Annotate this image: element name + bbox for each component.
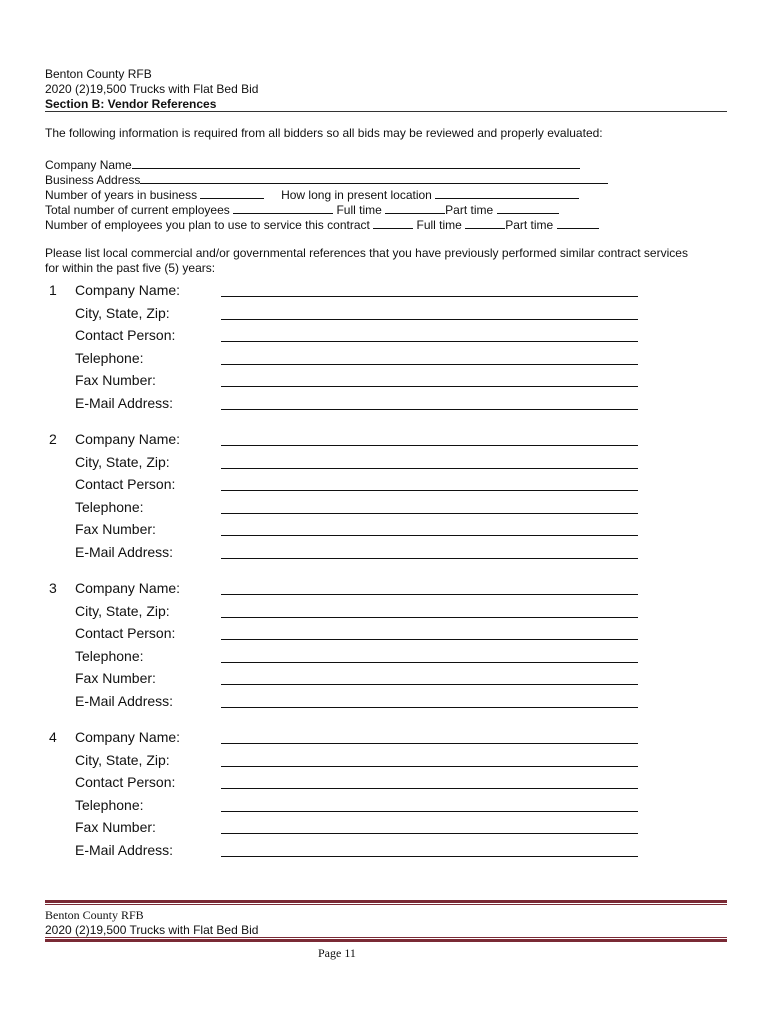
reference-field-input[interactable]: [221, 639, 638, 640]
reference-field-label: Telephone:: [75, 648, 144, 664]
reference-field-label: Contact Person:: [75, 476, 176, 492]
company-name-field[interactable]: [132, 157, 580, 169]
total-employees-label: Total number of current employees: [45, 203, 230, 217]
footer-bid-title: 2020 (2)19,500 Trucks with Flat Bed Bid: [45, 923, 259, 937]
years-row: [45, 187, 579, 203]
references-instruction: Please list local commercial and/or governmental references that you have previously performed similar contract services for within the past five (5) years:: [45, 246, 688, 275]
full-time-field[interactable]: [385, 202, 445, 214]
reference-field-label: Contact Person:: [75, 625, 176, 641]
reference-field-label: Company Name:: [75, 431, 181, 447]
reference-field-input[interactable]: [221, 684, 638, 685]
service-part-time-label: Part time: [505, 218, 554, 232]
reference-field-label: City, State, Zip:: [75, 603, 170, 619]
service-employees-field[interactable]: [373, 217, 413, 229]
company-name-row: [45, 157, 580, 173]
header-county: Benton County RFB: [45, 67, 152, 81]
reference-field-label: Fax Number:: [75, 372, 156, 388]
business-address-field[interactable]: [140, 172, 608, 184]
service-full-time-field[interactable]: [465, 217, 505, 229]
reference-field-input[interactable]: [221, 445, 638, 446]
part-time-field[interactable]: [497, 202, 559, 214]
reference-field-label: City, State, Zip:: [75, 752, 170, 768]
footer-rule-top: [45, 900, 727, 903]
footer-rule-bottom: [45, 939, 727, 942]
reference-number: 2: [49, 431, 57, 447]
reference-field-input[interactable]: [221, 833, 638, 834]
years-in-business-field[interactable]: [200, 187, 264, 199]
reference-field-input[interactable]: [221, 409, 638, 410]
reference-field-input[interactable]: [221, 296, 638, 297]
reference-field-input[interactable]: [221, 386, 638, 387]
reference-number: 3: [49, 580, 57, 596]
present-location-label: How long in present location: [281, 188, 432, 202]
reference-field-input[interactable]: [221, 319, 638, 320]
reference-field-label: Telephone:: [75, 350, 144, 366]
reference-number: 1: [49, 282, 57, 298]
page-number: Page 11: [318, 946, 356, 960]
reference-field-input[interactable]: [221, 856, 638, 857]
reference-field-label: City, State, Zip:: [75, 305, 170, 321]
reference-field-input[interactable]: [221, 707, 638, 708]
reference-field-label: E-Mail Address:: [75, 842, 174, 858]
reference-field-label: E-Mail Address:: [75, 544, 174, 560]
reference-field-label: Company Name:: [75, 729, 181, 745]
reference-field-input[interactable]: [221, 535, 638, 536]
company-name-label: Company Name: [45, 158, 132, 172]
reference-field-input[interactable]: [221, 617, 638, 618]
years-in-business-label: Number of years in business: [45, 188, 198, 202]
reference-field-input[interactable]: [221, 558, 638, 559]
reference-field-label: Fax Number:: [75, 670, 156, 686]
reference-field-input[interactable]: [221, 662, 638, 663]
part-time-label: Part time: [445, 203, 494, 217]
reference-field-label: Contact Person:: [75, 327, 176, 343]
reference-field-input[interactable]: [221, 594, 638, 595]
service-full-time-label: Full time: [416, 218, 462, 232]
reference-field-label: Fax Number:: [75, 521, 156, 537]
reference-field-input[interactable]: [221, 766, 638, 767]
present-location-field[interactable]: [435, 187, 579, 199]
reference-field-label: Telephone:: [75, 499, 144, 515]
reference-field-label: City, State, Zip:: [75, 454, 170, 470]
header-divider: [45, 111, 727, 112]
reference-field-label: E-Mail Address:: [75, 693, 174, 709]
business-address-row: [45, 172, 608, 188]
reference-field-label: Telephone:: [75, 797, 144, 813]
footer-rule-bottom-thin: [45, 937, 727, 938]
reference-field-input[interactable]: [221, 513, 638, 514]
service-employees-row: [45, 217, 599, 233]
header-bid-title: 2020 (2)19,500 Trucks with Flat Bed Bid: [45, 82, 259, 96]
reference-field-input[interactable]: [221, 490, 638, 491]
total-employees-field[interactable]: [233, 202, 333, 214]
reference-field-input[interactable]: [221, 341, 638, 342]
reference-field-input[interactable]: [221, 743, 638, 744]
reference-field-input[interactable]: [221, 811, 638, 812]
intro-text: The following information is required from all bidders so all bids may be reviewed and properly evaluated:: [45, 126, 603, 140]
reference-field-label: Company Name:: [75, 282, 181, 298]
reference-field-input[interactable]: [221, 364, 638, 365]
reference-field-input[interactable]: [221, 788, 638, 789]
footer-rule-top-thin: [45, 904, 727, 905]
reference-field-label: Fax Number:: [75, 819, 156, 835]
reference-field-label: E-Mail Address:: [75, 395, 174, 411]
reference-number: 4: [49, 729, 57, 745]
service-part-time-field[interactable]: [557, 217, 599, 229]
section-title: Section B: Vendor References: [45, 97, 217, 111]
full-time-label: Full time: [336, 203, 382, 217]
reference-field-label: Contact Person:: [75, 774, 176, 790]
reference-field-input[interactable]: [221, 468, 638, 469]
reference-field-label: Company Name:: [75, 580, 181, 596]
service-employees-label: Number of employees you plan to use to service this contract: [45, 218, 370, 232]
business-address-label: Business Address: [45, 173, 141, 187]
total-employees-row: [45, 202, 559, 218]
footer-county: Benton County RFB: [45, 908, 144, 922]
